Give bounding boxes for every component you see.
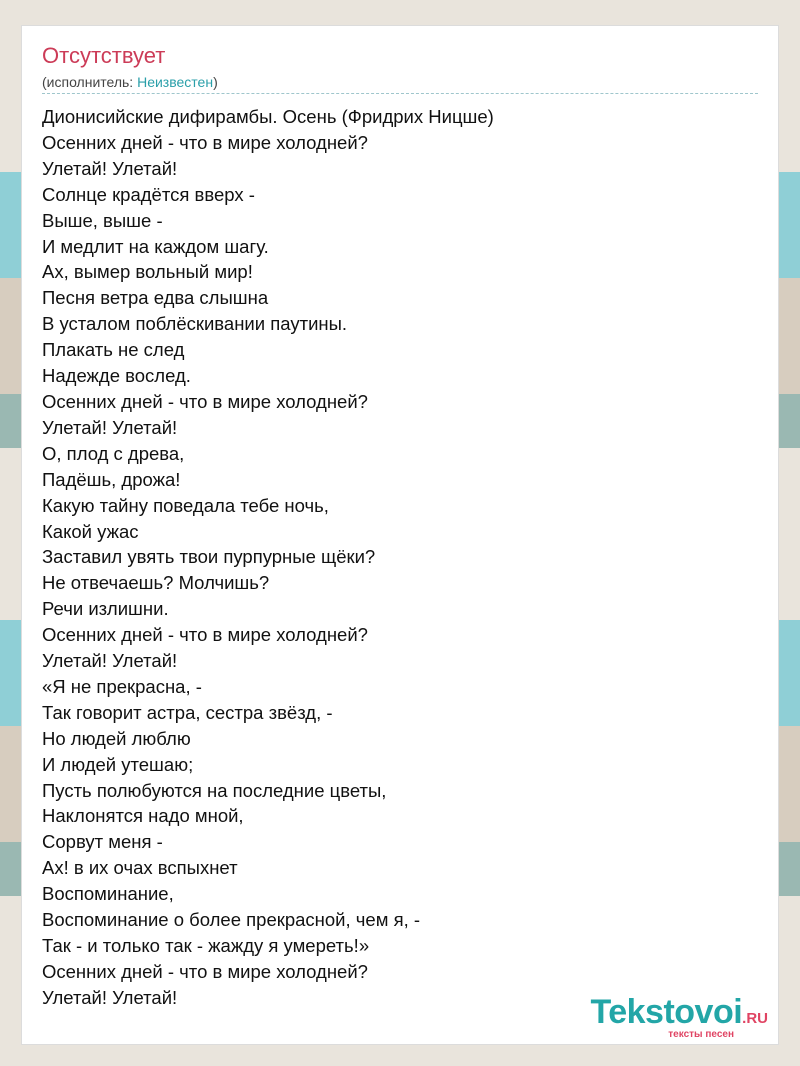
lyric-line: Какую тайну поведала тебе ночь,	[42, 494, 329, 516]
lyric-line: Улетай! Улетай!	[42, 157, 178, 179]
artist-suffix: )	[213, 74, 218, 90]
lyric-line: Улетай! Улетай!	[42, 650, 178, 672]
lyric-line: Сорвут меня -	[42, 831, 163, 853]
lyric-line: Осенних дней - что в мире холодней?	[42, 624, 368, 646]
artist-line	[42, 73, 218, 91]
lyric-line: Улетай! Улетай!	[42, 986, 178, 1008]
lyric-line: Пусть полюбуются на последние цветы,	[42, 779, 387, 801]
lyric-line: Наклонятся надо мной,	[42, 805, 244, 827]
lyric-line: Улетай! Улетай!	[42, 416, 178, 438]
lyric-line: Заставил увять твои пурпурные щёки?	[42, 546, 376, 568]
site-logo[interactable]	[590, 995, 768, 1040]
lyric-line: Так - и только так - жажду я умереть!»	[42, 935, 370, 956]
lyric-line: И медлит на каждом шагу.	[42, 235, 269, 257]
lyric-line: Выше, выше -	[42, 209, 163, 231]
song-title: Отсутствует	[42, 43, 166, 68]
lyric-line: Надежде вослед.	[42, 365, 191, 387]
lyric-line: Речи излишни.	[42, 598, 169, 620]
lyric-line: Воспоминание,	[42, 883, 174, 905]
lyric-line: Падёшь, дрожа!	[42, 468, 181, 490]
lyrics-text	[42, 104, 494, 1011]
lyric-line: Солнце крадётся вверх -	[42, 183, 255, 205]
title-divider	[42, 93, 758, 94]
lyric-line: Песня ветра едва слышна	[42, 287, 269, 309]
lyric-line: Так говорит астра, сестра звёзд, -	[42, 701, 333, 723]
logo-name: Tekstovoi	[590, 993, 743, 1031]
artist-prefix: (исполнитель:	[42, 74, 138, 90]
lyric-line: Осенних дней - что в мире холодней?	[42, 131, 368, 153]
lyric-line: И людей утешаю;	[42, 753, 194, 775]
logo-tld: .RU	[742, 1010, 768, 1027]
logo-tagline: тексты песен	[668, 1029, 734, 1040]
lyric-line: Воспоминание о более прекрасной, чем я, -	[42, 909, 421, 931]
lyric-line: «Я не прекрасна, -	[42, 675, 202, 697]
lyric-line: Не отвечаешь? Молчишь?	[42, 572, 270, 594]
lyric-line: Дионисийские дифирамбы. Осень (Фридрих Ницше)	[42, 106, 494, 127]
lyric-line: Ах! в их очах вспыхнет	[42, 857, 238, 879]
lyric-line: Какой ужас	[42, 520, 139, 542]
lyrics-card	[22, 26, 778, 1044]
lyric-line: Но людей люблю	[42, 727, 191, 749]
lyric-line: Осенних дней - что в мире холодней?	[42, 390, 368, 412]
lyric-line: Осенних дней - что в мире холодней?	[42, 960, 368, 982]
lyric-line: Плакать не след	[42, 339, 185, 361]
lyric-line: О, плод с древа,	[42, 442, 185, 464]
lyric-line: В усталом поблёскивании паутины.	[42, 313, 348, 335]
artist-link[interactable]: Неизвестен	[137, 74, 214, 90]
lyric-line: Ах, вымер вольный мир!	[42, 261, 253, 283]
